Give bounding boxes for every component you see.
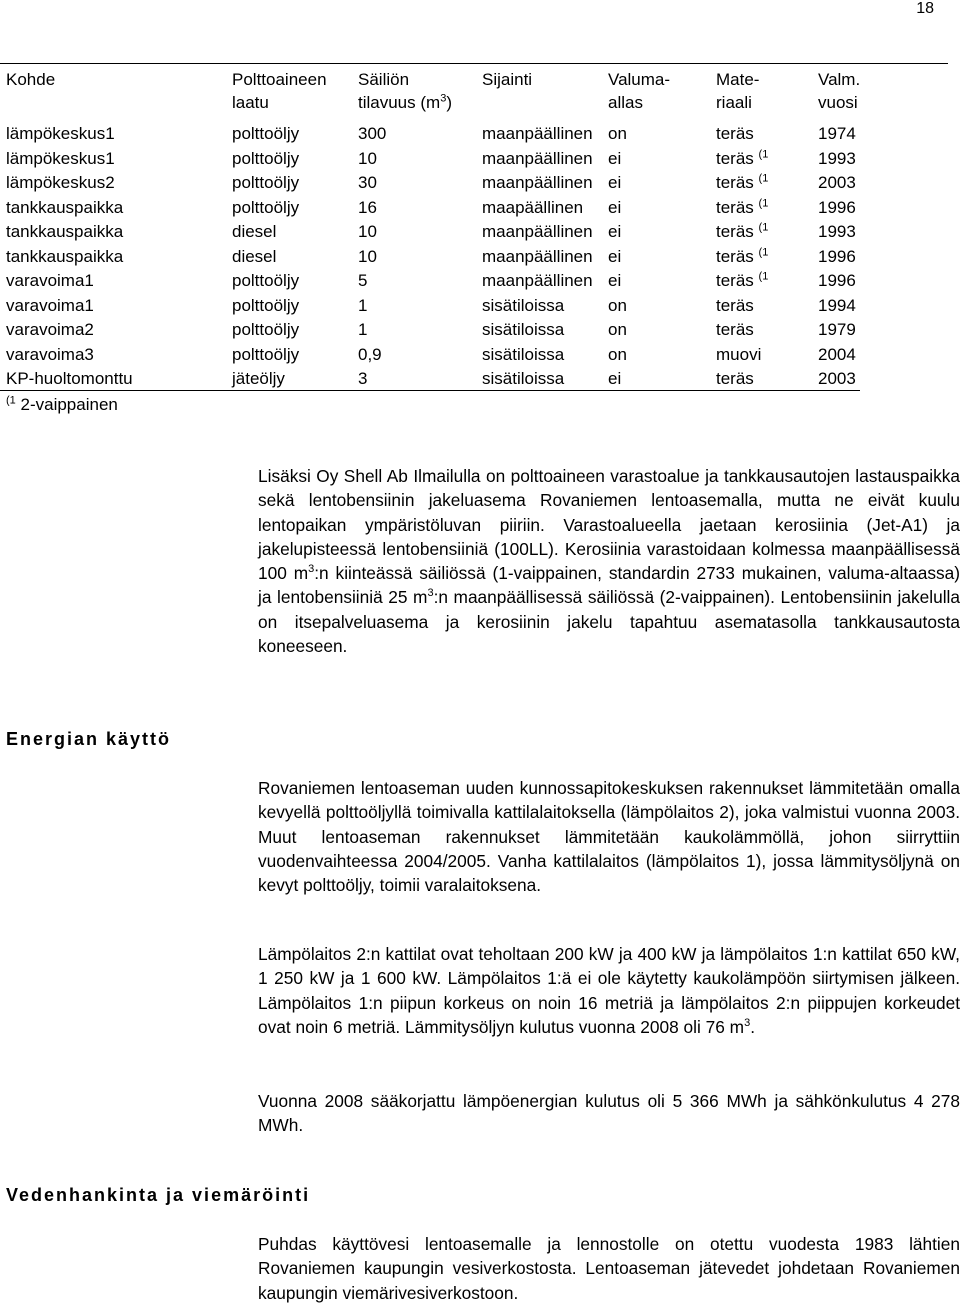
table-row [0,171,960,196]
paragraph-text: Lämpölaitos 2:n kattilat ovat teholtaan 200 kW ja 400 kW ja lämpölaitos 1:n kattilat 650 kW, 1 250 kW ja 1 600 kW. Lämpölaitos 1:ä ei ole käytetty kaukolämpöön siirtymisen jälkeen. Lämpölaitos 1:n piipun korkeus on noin 16 metriä ja lämpölaitos 2:n piippujen korkeudet ovat noin 6 metriä. Lämmitysöljyn kulutus vuonna 2008 oli 76 m [258,944,960,1037]
cell-materiaali [716,196,768,220]
cell-tilavuus [358,343,382,367]
header-sailion-tilavuus [358,68,452,114]
cell-valuma-allas-text: on [608,344,627,364]
cell-vuosi-text: 1996 [818,246,856,266]
cell-valuma-allas [608,220,621,244]
cell-kohde-text: lämpökeskus1 [6,148,115,168]
header-kohde-line1: Kohde [6,70,56,89]
energy-paragraph-1: Rovaniemen lentoaseman uuden kunnossapitokeskuksen rakennukset lämmitetään omalla kevyellä polttoöljyllä toimivalla kattilalaitoksella (lämpölaitos 2), joka valmistui vuonna 2003. Muut lentoaseman rakennukset lämmitetään kaukolämmöllä, johon siirryttiin vuodenvaihteessa 2004/2005. Vanha kattilalaitos (lämpölaitos 1), jossa lämmitysöljynä on kevyt polttoöljy, toimii varalaitoksena. [258,778,960,896]
cell-valuma-allas-text: ei [608,246,622,266]
cell-kohde-text: tankkauspaikka [6,246,124,266]
cell-kohde [6,171,115,195]
cell-laatu [232,294,299,318]
header-line2 [358,91,452,114]
table-row [0,343,960,368]
cell-laatu-text: polttoöljy [232,320,300,339]
cell-kohde [6,367,133,391]
cell-kohde-text: lämpökeskus2 [6,173,115,192]
cell-tilavuus-text: 10 [358,222,377,241]
cell-sijainti-text: sisätiloissa [482,344,565,364]
tank-table-body [0,122,960,392]
cell-tilavuus [358,171,377,195]
cell-kohde-text: KP-huoltomonttu [6,369,133,388]
cell-vuosi [818,269,856,293]
cell-tilavuus-text: 0,9 [358,344,382,364]
cell-vuosi-text: 2004 [818,344,856,364]
cell-vuosi-text: 1979 [818,320,856,339]
table-row [0,269,960,294]
page-number: 18 [916,0,934,17]
cell-kohde [6,220,123,244]
cell-tilavuus [358,245,377,269]
cell-tilavuus [358,269,367,293]
cell-laatu-text: polttoöljy [232,271,300,290]
cell-kohde-text: varavoima2 [6,320,94,339]
superscript: 3 [427,587,434,600]
table-row [0,294,960,319]
cell-sijainti-text: sisätiloissa [482,295,565,315]
cell-materiaali-text: teräs [716,320,754,339]
cell-valuma-allas [608,343,627,367]
cell-kohde [6,343,94,367]
water-paragraph-1: Puhdas käyttövesi lentoasemalle ja lennostolle on otettu vuodesta 1983 lähtien Rovaniemen kaupungin vesiverkostosta. Lentoaseman jätevedet johdetaan Rovaniemen kaupungin viemärivesiverkostoon. [258,1234,960,1303]
shell-fuel-paragraph [258,464,960,658]
header-line1: Valm. [818,70,861,89]
header-valuma-allas [608,68,670,114]
cell-sijainti [482,343,564,367]
cell-vuosi [818,196,856,220]
cell-sijainti [482,122,593,146]
footnote-ref: (1 [758,147,769,160]
superscript: 3 [744,1017,751,1030]
table-top-rule [0,63,948,64]
cell-materiaali [716,171,768,195]
paragraph-text: . [750,1016,755,1037]
cell-valuma-allas [608,147,621,171]
cell-tilavuus-text: 10 [358,148,377,168]
cell-valuma-allas [608,318,627,342]
cell-vuosi [818,147,856,171]
cell-sijainti-text: maanpäällinen [482,271,593,290]
cell-sijainti [482,196,583,220]
cell-materiaali [716,122,754,146]
cell-valuma-allas-text: ei [608,222,622,241]
cell-laatu [232,147,299,171]
section-heading-water: Vedenhankinta ja viemäröinti [6,1185,311,1205]
cell-sijainti-text: sisätiloissa [482,369,565,388]
header-line1: Säiliön [358,70,410,89]
cell-vuosi [818,367,856,391]
cell-sijainti [482,220,593,244]
table-row [0,122,960,147]
cell-valuma-allas [608,171,621,195]
paragraph-text: :n kiinteässä säiliössä (1-vaippainen, standardin 2733 mukainen, valuma-altaassa) ja lentobensiiniä 25 m [258,563,960,608]
cell-tilavuus-text: 300 [358,124,387,143]
cell-vuosi-text: 1974 [818,124,856,143]
footnote-ref: (1 [758,196,769,209]
cell-laatu [232,220,276,244]
cell-laatu [232,269,299,293]
cell-sijainti [482,294,564,318]
cell-valuma-allas-text: on [608,295,627,315]
cell-materiaali [716,220,768,244]
cell-materiaali-text: teräs [716,295,754,315]
paragraph-text: Lisäksi Oy Shell Ab Ilmailulla on polttoaineen varastoalue ja tankkausautojen lastauspaikka sekä lentobensiinin jakeluasema Rovaniemen lentoasemalla, mutta ne eivät kuulu lentopaikan ympäristöluvan piiriin. Varastoalueella jaetaan kerosiinia (Jet-A1) ja jakelupisteessä lentobensiiniä (100LL). Kerosiinia varastoidaan kolmessa maanpäällisessä 100 m [258,466,960,584]
paragraph-text: :n maanpäällisessä säiliössä (2-vaippainen). Lentobensiinin jakelulla on itsepalveluasema ja kerosiinin jakelu tapahtuu asematasolla tankkausautosta koneeseen. [258,587,960,657]
cell-sijainti [482,147,593,171]
cell-sijainti-text: maanpäällinen [482,148,593,168]
table-row [0,220,960,245]
header-line1: Polttoaineen [232,70,327,89]
cell-tilavuus-text: 10 [358,246,377,266]
cell-sijainti [482,269,593,293]
cell-laatu [232,343,299,367]
cell-vuosi-text: 1994 [818,295,856,315]
header-polttoaineen-laatu [232,68,327,114]
cell-valuma-allas-text: ei [608,173,622,192]
cell-materiaali-text: teräs [716,197,754,217]
cell-kohde [6,269,94,293]
cell-kohde [6,318,94,342]
cell-vuosi [818,343,856,367]
tank-table-header [0,68,960,116]
cell-materiaali [716,269,768,293]
cell-materiaali-text: muovi [716,344,762,364]
cell-laatu-text: jäteöljy [232,369,285,388]
cell-valuma-allas [608,196,621,220]
cell-valuma-allas-text: on [608,320,627,339]
cell-sijainti-text: maanpäällinen [482,173,593,192]
cell-materiaali [716,367,754,391]
header-kohde [6,68,55,91]
cell-sijainti [482,367,564,391]
cell-valuma-allas [608,269,621,293]
cell-vuosi-text: 2003 [818,369,856,388]
cell-materiaali-text: teräs [716,124,754,143]
cell-vuosi [818,294,856,318]
cell-laatu-text: polttoöljy [232,148,300,168]
footnote-ref: (1 [758,221,769,234]
footnote-ref: (1 [758,172,769,185]
cell-kohde [6,245,123,269]
cell-kohde-text: varavoima1 [6,271,94,290]
cell-kohde-text: lämpökeskus1 [6,124,115,143]
table-bottom-rule [0,390,860,391]
cell-materiaali [716,294,754,318]
footnote-mark: (1 [6,394,16,407]
cell-valuma-allas-text: ei [608,369,622,388]
energy-paragraph-2 [258,942,960,1039]
table-row [0,147,960,172]
footnote-text: 2-vaippainen [15,395,118,414]
header-tilavuus-text: tilavuus (m [358,93,441,112]
cell-laatu [232,122,299,146]
cell-valuma-allas-text: ei [608,197,622,217]
cell-tilavuus-text: 3 [358,369,368,388]
cell-sijainti [482,245,593,269]
cell-valuma-allas [608,367,621,391]
cell-materiaali [716,245,768,269]
cell-tilavuus-text: 16 [358,197,377,217]
cell-sijainti-text: maanpäällinen [482,222,593,241]
cell-kohde [6,147,115,171]
header-materiaali [716,68,759,114]
table-row [0,367,960,392]
cell-sijainti-text: maanpäällinen [482,246,593,266]
cell-tilavuus [358,122,386,146]
cell-valuma-allas [608,245,621,269]
cell-valuma-allas-text: on [608,124,627,143]
header-line2: vuosi [818,93,858,112]
cell-vuosi-text: 1993 [818,222,856,241]
cell-laatu-text: polttoöljy [232,124,300,143]
cell-tilavuus [358,318,367,342]
cell-sijainti [482,318,564,342]
cell-laatu-text: diesel [232,246,277,266]
cell-tilavuus [358,294,367,318]
table-row [0,318,960,343]
cell-valuma-allas-text: ei [608,271,622,290]
cell-tilavuus-text: 5 [358,271,368,290]
cell-laatu [232,245,276,269]
header-line2: allas [608,93,643,112]
cell-materiaali [716,147,768,171]
cell-sijainti-text: maanpäällinen [482,124,593,143]
table-footnote [6,393,118,417]
footnote-ref: (1 [758,270,769,283]
cell-laatu-text: polttoöljy [232,173,300,192]
cell-vuosi [818,220,856,244]
cell-tilavuus-text: 30 [358,173,377,192]
section-heading-energy: Energian käyttö [6,729,172,749]
cell-kohde-text: tankkauspaikka [6,222,124,241]
cell-materiaali-text: teräs [716,222,754,241]
cell-valuma-allas [608,294,627,318]
footnote-ref: (1 [758,245,769,258]
cell-vuosi-text: 1996 [818,197,856,217]
cell-laatu [232,171,299,195]
header-line2: riaali [716,93,752,112]
energy-paragraph-3: Vuonna 2008 sääkorjattu lämpöenergian kulutus oli 5 366 MWh ja sähkönkulutus 4 278 MWh. [258,1091,960,1136]
cell-materiaali [716,343,761,367]
cell-laatu-text: polttoöljy [232,344,300,364]
cell-sijainti [482,171,593,195]
cell-tilavuus [358,220,377,244]
cell-materiaali-text: teräs [716,369,754,388]
table-row [0,196,960,221]
cell-kohde [6,294,94,318]
cell-kohde-text: tankkauspaikka [6,197,124,217]
header-valmistusvuosi [818,68,860,114]
cell-vuosi-text: 1993 [818,148,856,168]
header-tilavuus-close: ) [446,93,452,112]
cell-laatu-text: polttoöljy [232,197,300,217]
cell-kohde [6,122,115,146]
cell-laatu-text: polttoöljy [232,295,300,315]
cell-vuosi [818,245,856,269]
header-line1: Mate- [716,70,760,89]
cell-tilavuus [358,367,367,391]
cell-materiaali-text: teräs [716,173,754,192]
cell-sijainti-text: maapäällinen [482,197,584,217]
cell-valuma-allas-text: ei [608,148,622,168]
cell-vuosi-text: 2003 [818,173,856,192]
cell-tilavuus-text: 1 [358,320,368,339]
header-tilavuus-sup: 3 [440,92,447,105]
cell-materiaali-text: teräs [716,148,754,168]
cell-valuma-allas [608,122,627,146]
cell-laatu [232,318,299,342]
superscript: 3 [308,563,315,576]
table-row [0,245,960,270]
header-line1: Sijainti [482,70,533,89]
cell-kohde-text: varavoima1 [6,295,94,315]
cell-sijainti-text: sisätiloissa [482,320,565,339]
cell-laatu [232,367,285,391]
cell-tilavuus-text: 1 [358,295,368,315]
header-line1: Valuma- [608,70,671,89]
header-sijainti [482,68,532,91]
cell-vuosi [818,122,856,146]
cell-materiaali [716,318,754,342]
cell-vuosi [818,171,856,195]
cell-vuosi [818,318,856,342]
cell-laatu [232,196,299,220]
cell-laatu-text: diesel [232,222,277,241]
cell-tilavuus [358,196,377,220]
header-line2: laatu [232,93,269,112]
cell-materiaali-text: teräs [716,271,754,290]
cell-tilavuus [358,147,377,171]
cell-kohde [6,196,123,220]
cell-materiaali-text: teräs [716,246,754,266]
cell-kohde-text: varavoima3 [6,344,94,364]
cell-vuosi-text: 1996 [818,271,856,290]
